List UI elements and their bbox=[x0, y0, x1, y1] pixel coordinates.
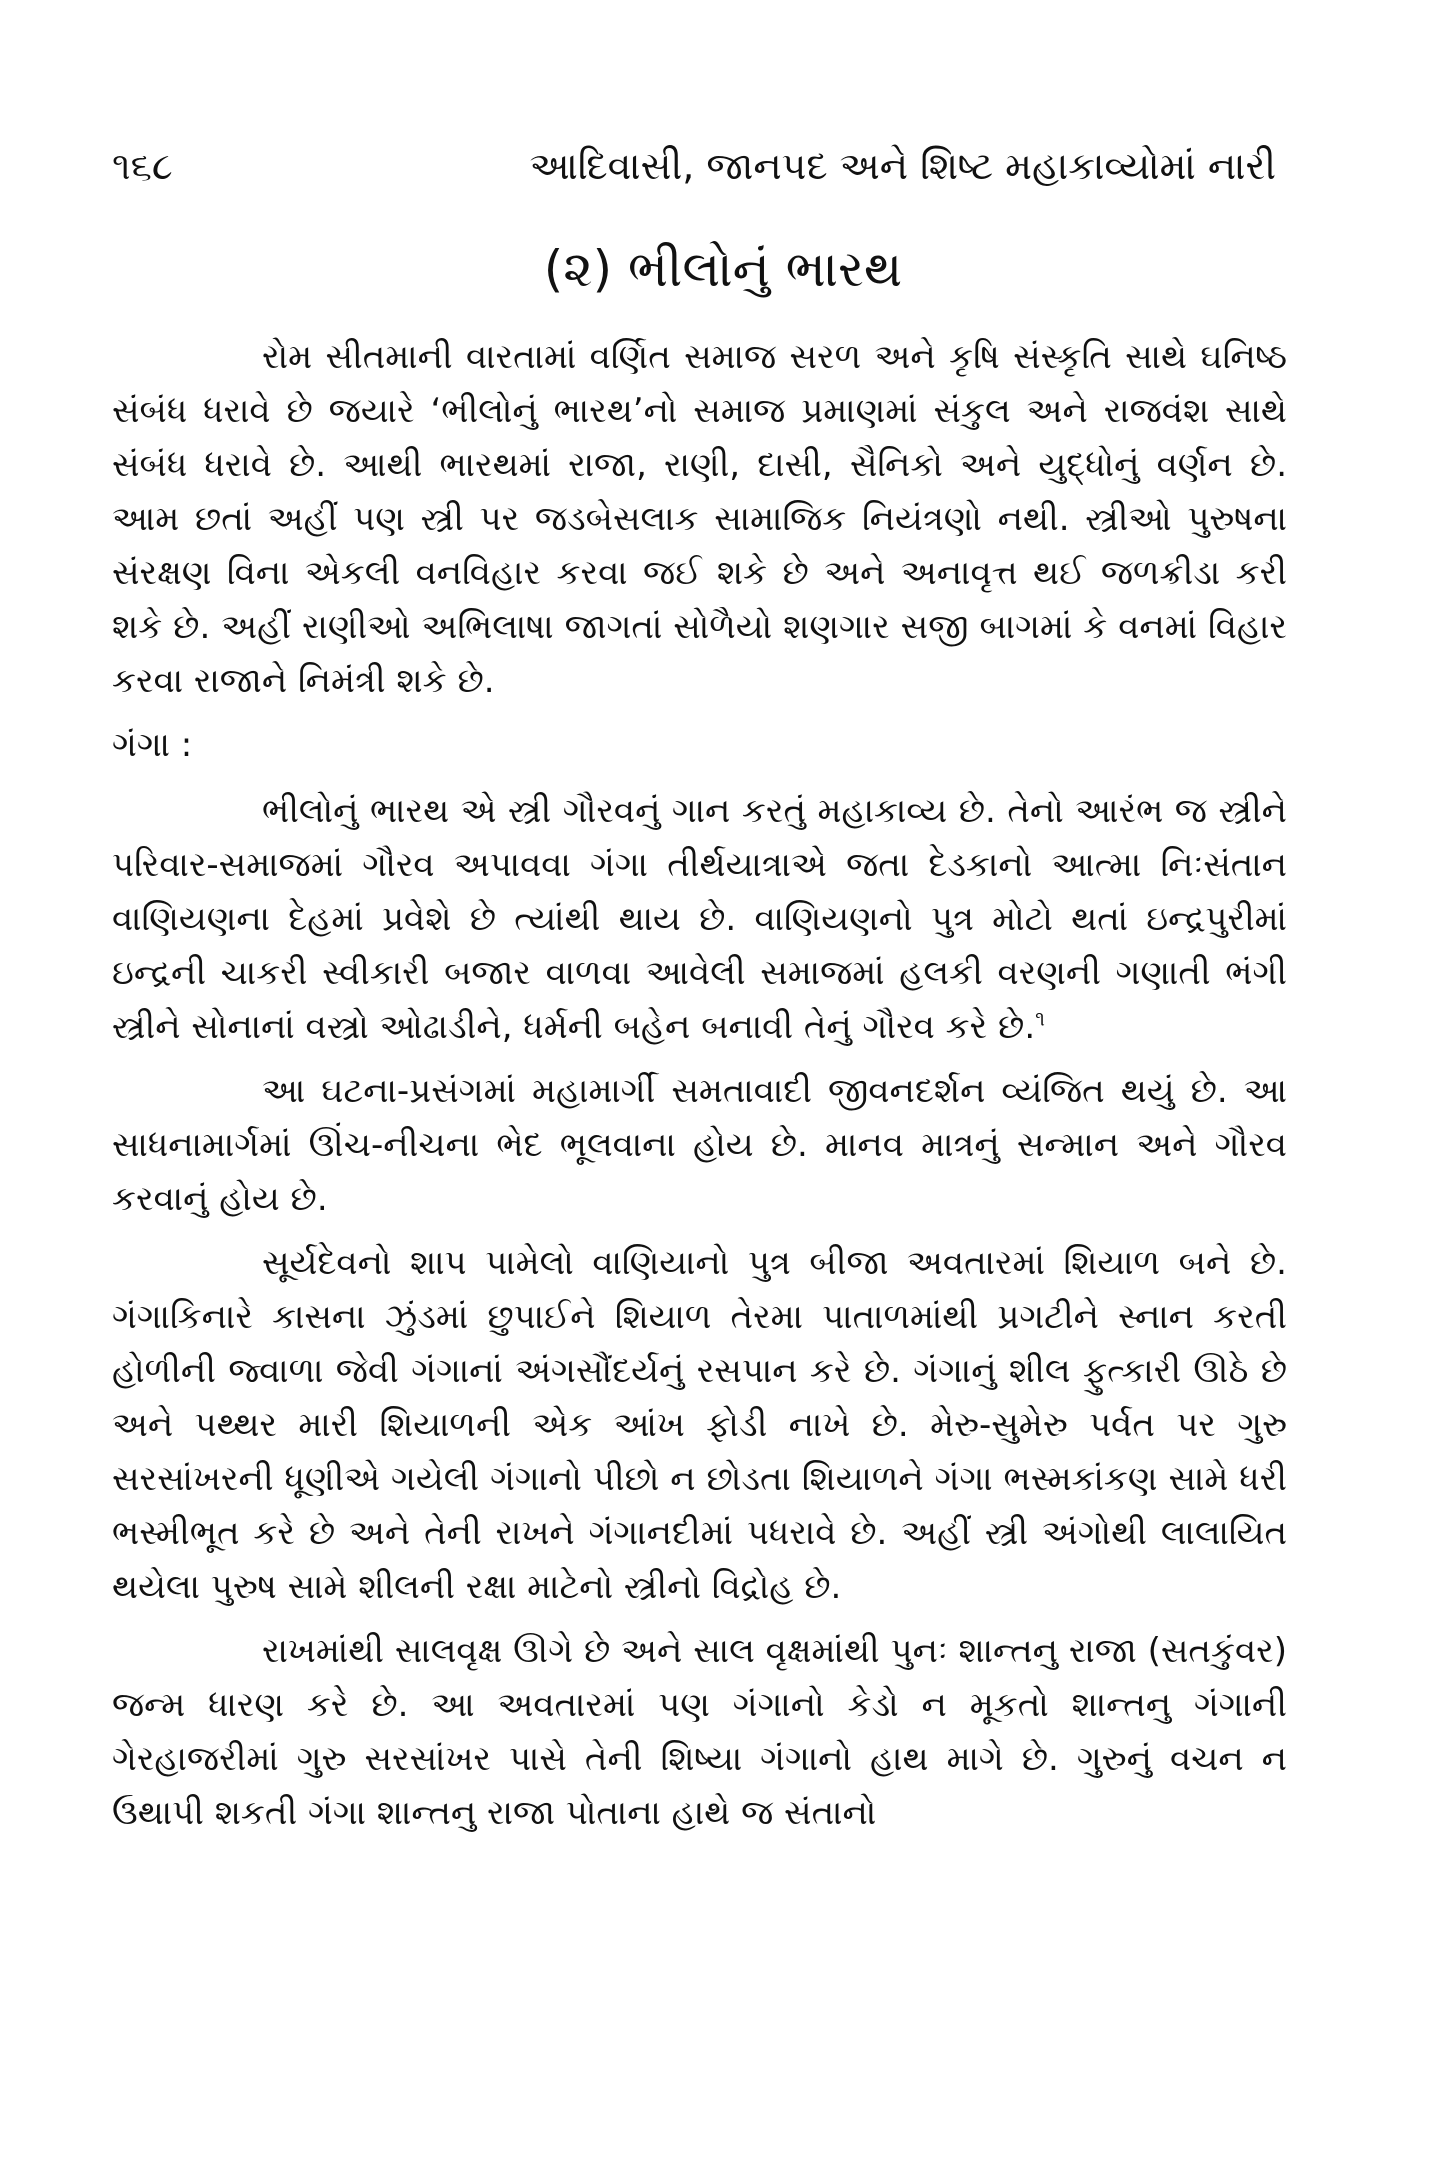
footnote-marker: ૧ bbox=[1035, 1006, 1045, 1031]
page-number: ૧૬૮ bbox=[112, 144, 173, 188]
running-header bbox=[0, 144, 1446, 204]
paragraph-with-footnote bbox=[112, 784, 1287, 1054]
paragraph: સૂર્યદેવનો શાપ પામેલો વાણિયાનો પુત્ર બીજા અવતારમાં શિયાળ બને છે. ગંગાકિનારે કાસના ઝુંડમાં છુપાઈને શિયાળ તેરમા પાતાળમાંથી પ્રગટીને સ્નાન કરતી હોળીની જ્વાળા જેવી ગંગાનાં અંગસૌંદર્યનું રસપાન કરે છે. ગંગાનું શીલ ફુત્કારી ઊઠે છે અને પથ્થર મારી શિયાળની એક આંખ ફોડી નાખે છે. મેરુ-સુમેરુ પર્વત પર ગુરુ સરસાંખરની ધૂણીએ ગયેલી ગંગાનો પીછો ન છોડતા શિયાળને ગંગા ભસ્મકાંકણ સામે ધરી ભસ્મીભૂત કરે છે અને તેની રાખને ગંગાનદીમાં પધરાવે છે. અહીં સ્ત્રી અંગોથી લાલાયિત થયેલા પુરુષ સામે શીલની રક્ષા માટેનો સ્ત્રીનો વિદ્રોહ છે. bbox=[112, 1243, 1287, 1607]
section-title: (૨) ભીલોનું ભારથ bbox=[543, 240, 903, 298]
paragraph: રોમ સીતમાની વારતામાં વર્ણિત સમાજ સરળ અને કૃષિ સંસ્કૃતિ સાથે ઘનિષ્ઠ સંબંધ ધરાવે છે જયારે ‘ભીલોનું ભારથ’નો સમાજ પ્રમાણમાં સંકુલ અને રાજવંશ સાથે સંબંધ ધરાવે છે. આથી ભારથમાં રાજા, રાણી, દાસી, સૈનિકો અને યુદ્ધોનું વર્ણન છે. આમ છતાં અહીં પણ સ્ત્રી પર જડબેસલાક સામાજિક નિયંત્રણો નથી. સ્ત્રીઓ પુરુષના સંરક્ષણ વિના એકલી વનવિહાર કરવા જઈ શકે છે અને અનાવૃત્ત થઈ જળક્રીડા કરી શકે છે. અહીં રાણીઓ અભિલાષા જાગતાં સોળૈયો શણગાર સજી બાગમાં કે વનમાં વિહાર કરવા રાજાને નિમંત્રી શકે છે. bbox=[112, 337, 1287, 701]
paragraph-text: ભીલોનું ભારથ એ સ્ત્રી ગૌરવનું ગાન કરતું મહાકાવ્ય છે. તેનો આરંભ જ સ્ત્રીને પરિવાર-સમાજમાં ગૌરવ અપાવવા ગંગા તીર્થયાત્રાએ જતા દેડકાનો આત્મા નિઃસંતાન વાણિયણના દેહમાં પ્રવેશે છે ત્યાંથી થાય છે. વાણિયણનો પુત્ર મોટો થતાં ઇન્દ્રપુરીમાં ઇન્દ્રની ચાકરી સ્વીકારી બજાર વાળવા આવેલી સમાજમાં હલકી વરણની ગણાતી ભંગી સ્ત્રીને સોનાનાં વસ્ત્રો ઓઢાડીને, ધર્મની બહેન બનાવી તેનું ગૌરવ કરે છે. bbox=[112, 791, 1287, 1047]
running-title: આદિવાસી, જાનપદ અને શિષ્ટ મહાકાવ્યોમાં નારી bbox=[529, 144, 1276, 188]
paragraph: રાખમાંથી સાલવૃક્ષ ઊગે છે અને સાલ વૃક્ષમાંથી પુનઃ શાન્તનુ રાજા (સતકુંવર) જન્મ ધારણ કરે છે. આ અવતારમાં પણ ગંગાનો કેડો ન મૂકતો શાન્તનુ ગંગાની ગેરહાજરીમાં ગુરુ સરસાંખર પાસે તેની શિષ્યા ગંગાનો હાથ માગે છે. ગુરુનું વચન ન ઉથાપી શકતી ગંગા શાન્તનુ રાજા પોતાના હાથે જ સંતાનો bbox=[112, 1631, 1287, 1833]
paragraph: આ ઘટના-પ્રસંગમાં મહામાર્ગી સમતાવાદી જીવનદર્શન વ્યંજિત થયું છે. આ સાધનામાર્ગમાં ઊંચ-નીચના ભેદ ભૂલવાના હોય છે. માનવ માત્રનું સન્માન અને ગૌરવ કરવાનું હોય છે. bbox=[112, 1071, 1287, 1219]
body-text bbox=[112, 330, 1287, 1850]
subheading-ganga: ગંગા : bbox=[112, 725, 193, 765]
